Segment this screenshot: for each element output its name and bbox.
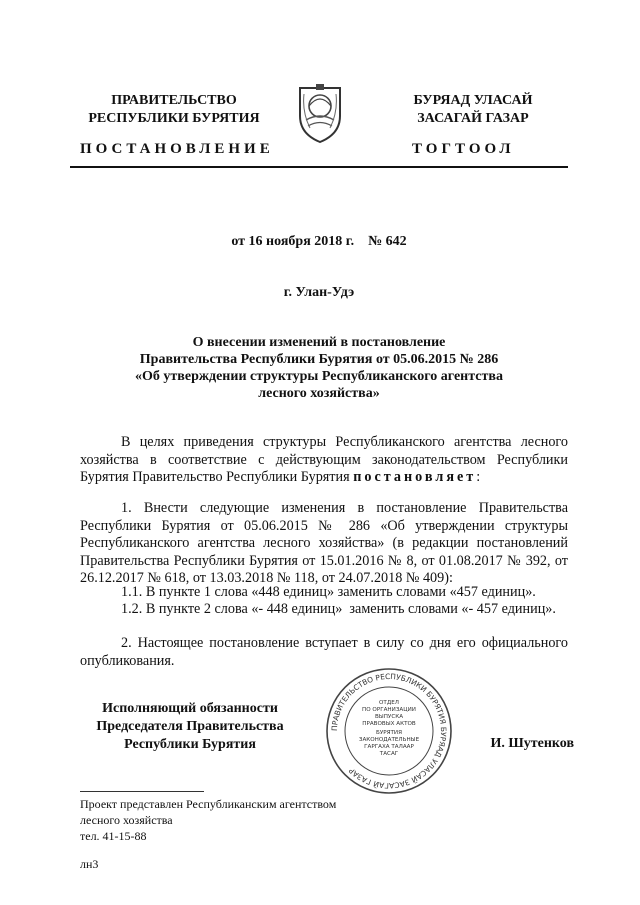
title-line2: Правительства Республики Бурятия от 05.06.2015 № 286	[139, 352, 499, 367]
header-left-line2: РЕСПУБЛИКИ БУРЯТИЯ	[88, 111, 260, 126]
document-title	[70, 334, 568, 402]
footer-code: лн3	[80, 857, 99, 871]
stamp-line6: ЗАКОНОДАТЕЛЬНЫЕ	[358, 737, 420, 743]
footer-line2: лесного хозяйства	[80, 813, 173, 827]
title-line4: лесного хозяйства»	[258, 386, 380, 401]
header-right-line2: ЗАСАГАЙ ГАЗАР	[417, 111, 529, 126]
footer-line3: тел. 41-15-88	[80, 829, 147, 843]
stamp-ring-text: ПРАВИТЕЛЬСТВО РЕСПУБЛИКИ БУРЯТИЯ БУРЯАД УЛАСАЙ ЗАСАГАЙ ГАЗАР	[329, 671, 449, 791]
official-stamp	[324, 666, 454, 796]
intro-paragraph	[80, 434, 568, 487]
footer-note	[80, 796, 400, 844]
intro-end: :	[476, 469, 481, 485]
signatory-title	[80, 700, 300, 754]
footer-line1: Проект представлен Республиканским агентством	[80, 797, 337, 811]
header-left-line1: ПРАВИТЕЛЬСТВО	[111, 93, 237, 108]
item-1-2: 1.2. В пункте 2 слова «- 448 единиц» заменить словами «- 457 единиц».	[121, 601, 556, 617]
item-1-1: 1.1. В пункте 1 слова «448 единиц» заменить словами «457 единиц».	[121, 584, 536, 600]
doctype-right: ТОГТООЛ	[412, 141, 515, 157]
stamp-line5: БУРЯТИЯ	[376, 730, 402, 736]
stamp-line4: ПРАВОВЫХ АКТОВ	[362, 721, 416, 727]
footer-rule	[80, 791, 204, 792]
stamp-line7: ГАРГАХА ТАЛААР	[364, 744, 414, 750]
signatory-name: И. Шутенков	[490, 736, 574, 751]
signatory-line2: Председателя Правительства	[96, 719, 284, 734]
signatory-line1: Исполняющий обязанности	[102, 701, 278, 716]
stamp-line2: ПО ОРГАНИЗАЦИИ	[362, 707, 416, 713]
intro-keyword: постановляет	[353, 469, 477, 485]
header-left-title	[76, 92, 272, 128]
header-right-title	[383, 92, 563, 128]
stamp-line3: ВЫПУСКА	[374, 714, 404, 720]
item-2: 2. Настоящее постановление вступает в силу со дня его официального опубликования.	[80, 635, 568, 669]
title-line1: О внесении изменений в постановление	[192, 335, 446, 350]
doctype-left: ПОСТАНОВЛЕНИЕ	[80, 141, 274, 157]
header-rule	[70, 166, 568, 168]
coat-of-arms-icon	[296, 82, 344, 144]
item-1: 1. Внести следующие изменения в постановление Правительства Республики Бурятия от 05.06.2015 № 286 «Об утверждении структуры Республиканского агентства лесного хозяйства» (в редакции постановлений Правительства Республики Бурятия от 15.01.2016 № 8, от 01.08.2017 № 392, от 26.12.2017 № 618, от 13.03.2018 № 118, от 24.07.2018 № 409):	[80, 500, 568, 586]
signatory-line3: Республики Бурятия	[124, 737, 256, 752]
title-line3: «Об утверждении структуры Республиканского агентства	[135, 369, 503, 384]
date-number: от 16 ноября 2018 г. № 642	[231, 234, 407, 249]
stamp-line8: ТАСАГ	[379, 751, 399, 757]
stamp-line1: ОТДЕЛ	[379, 700, 399, 706]
intro-text: В целях приведения структуры Республиканского агентства лесного хозяйства в соответствие с действующим законодательством Республики Бурятия Правительство Республики Бурятия	[80, 434, 568, 485]
city: г. Улан-Удэ	[283, 285, 355, 300]
header-right-line1: БУРЯАД УЛАСАЙ	[413, 93, 533, 108]
